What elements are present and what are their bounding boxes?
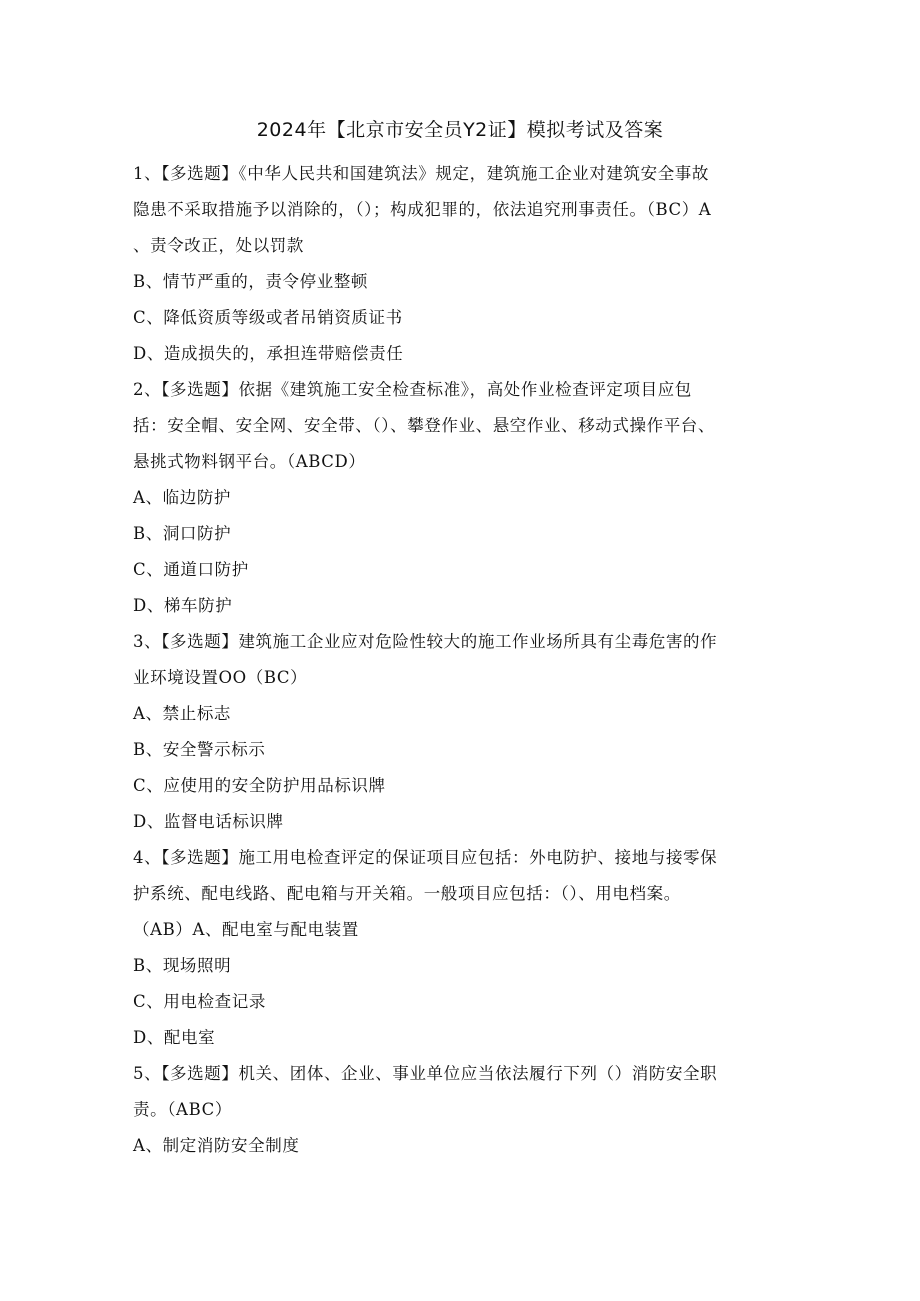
document-title: 2024年【北京市安全员Y2证】模拟考试及答案 (256, 119, 664, 141)
question-4-option-b: B、现场照明 (133, 956, 232, 975)
question-2-text-line-2: 括：安全帽、安全网、安全带、（）、攀登作业、悬空作业、移动式操作平台、 (133, 416, 715, 435)
question-1-text-line-3: 、责令改正，处以罚款 (133, 236, 304, 255)
question-2-text-line-3: 悬挑式物料钢平台。（ABCD） (133, 452, 366, 471)
question-3-option-c: C、应使用的安全防护用品标识牌 (133, 776, 386, 795)
question-2-option-a: A、临边防护 (133, 488, 232, 507)
question-5-option-a: A、制定消防安全制度 (133, 1136, 300, 1155)
question-1-option-d: D、造成损失的，承担连带赔偿责任 (133, 344, 404, 363)
question-1 (133, 156, 783, 372)
question-3-option-d: D、监督电话标识牌 (133, 812, 284, 831)
question-3-option-a: A、禁止标志 (133, 704, 232, 723)
question-2-text-line-1: 2、【多选题】依据《建筑施工安全检查标准》，高处作业检查评定项目应包 (133, 380, 692, 399)
question-2-option-b: B、洞口防护 (133, 524, 232, 543)
question-4-option-c: C、用电检查记录 (133, 992, 266, 1011)
question-4-text-line-2: 护系统、配电线路、配电箱与开关箱。一般项目应包括：（）、用电档案。 (133, 884, 681, 903)
question-4-text-line-1: 4、【多选题】施工用电检查评定的保证项目应包括：外电防护、接地与接零保 (133, 848, 718, 867)
question-list (133, 156, 783, 1164)
question-1-option-b: B、情节严重的，责令停业整顿 (133, 272, 369, 291)
question-2 (133, 372, 783, 624)
question-1-text-line-2: 隐患不采取措施予以消除的，（）；构成犯罪的，依法追究刑事责任。（BC）A (133, 200, 712, 219)
question-4 (133, 840, 783, 1056)
question-3-option-b: B、安全警示标示 (133, 740, 266, 759)
question-1-text-line-1: 1、【多选题】《中华人民共和国建筑法》规定，建筑施工企业对建筑安全事故 (133, 164, 709, 183)
question-4-text-line-3: （AB）A、配电室与配电装置 (133, 920, 359, 939)
question-3-text-line-2: 业环境设置OO（BC） (133, 668, 308, 687)
question-3-text-line-1: 3、【多选题】建筑施工企业应对危险性较大的施工作业场所具有尘毒危害的作 (133, 632, 718, 651)
question-2-option-d: D、梯车防护 (133, 596, 233, 615)
question-1-option-c: C、降低资质等级或者吊销资质证书 (133, 308, 403, 327)
question-2-option-c: C、通道口防护 (133, 560, 249, 579)
question-5-text-line-1: 5、【多选题】机关、团体、企业、事业单位应当依法履行下列（）消防安全职 (133, 1064, 718, 1083)
question-3 (133, 624, 783, 840)
question-5-text-line-2: 责。（ABC） (133, 1100, 232, 1119)
question-4-option-d: D、配电室 (133, 1028, 216, 1047)
question-5 (133, 1056, 783, 1164)
